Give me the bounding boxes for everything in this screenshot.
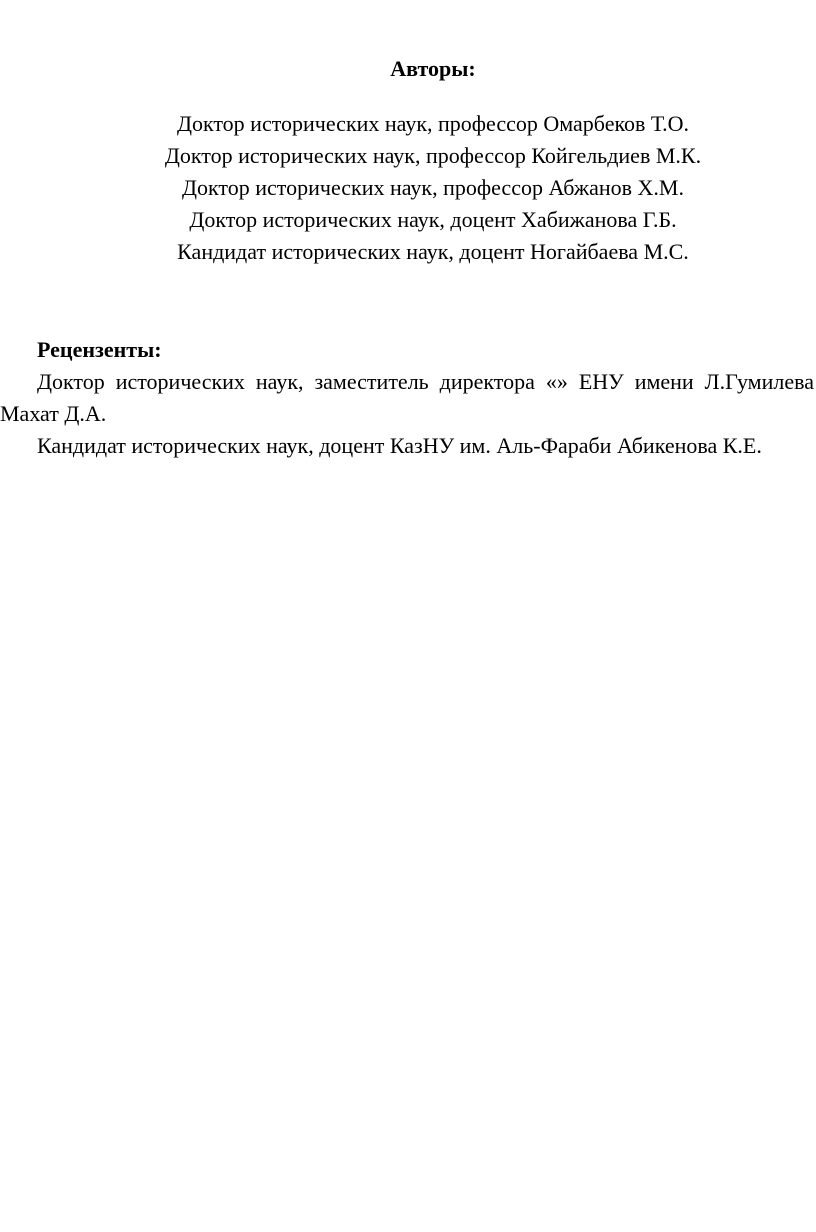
author-item: Доктор исторических наук, профессор Абжанов Х.М. [182, 175, 684, 200]
reviewer-item: Доктор исторических наук, заместитель директора «» ЕНУ имени Л.Гумилева Махат Д.А. [0, 369, 814, 426]
author-item: Доктор исторических наук, доцент Хабижанова Г.Б. [189, 207, 677, 232]
authors-heading: Авторы: [390, 56, 476, 81]
reviewers-heading: Рецензенты: [37, 337, 162, 362]
author-item: Кандидат исторических наук, доцент Ногайбаева М.С. [177, 239, 689, 264]
author-item: Доктор исторических наук, профессор Омарбеков Т.О. [176, 111, 690, 136]
authors-list [0, 108, 816, 268]
author-item: Доктор исторических наук, профессор Койгельдиев М.К. [164, 143, 702, 168]
reviewers-section [0, 334, 814, 462]
reviewer-item: Кандидат исторических наук, доцент КазНУ им. Аль-Фараби Абикенова К.Е. [37, 433, 762, 458]
